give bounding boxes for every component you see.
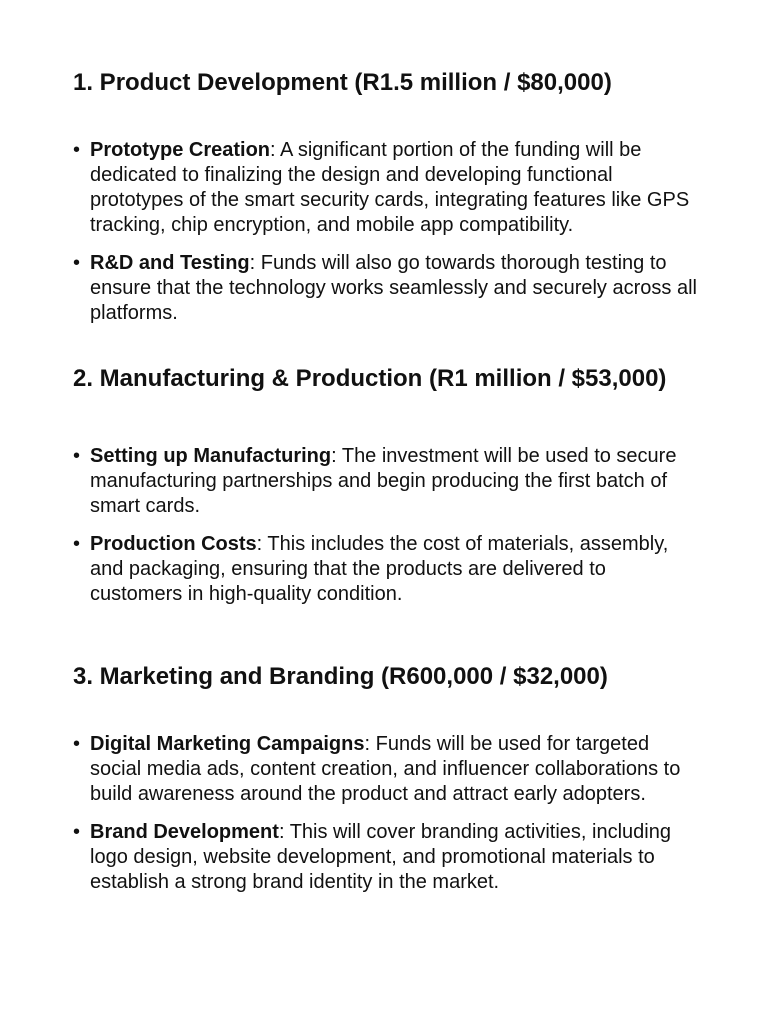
item-term: Digital Marketing Campaigns <box>90 733 365 755</box>
section-heading: 3. Marketing and Branding (R600,000 / $32,000) <box>73 663 608 690</box>
item-text: : A significant portion of the funding will be dedicated to finalizing the design and developing functional prototypes of the smart security cards, integrating features like GPS tracking, chip encryption, and mobile app compatibility. <box>90 139 690 236</box>
item-text: : Funds will be used for targeted social media ads, content creation, and influencer collaborations to build awareness around the product and attract early adopters. <box>90 733 681 805</box>
section-manufacturing-production <box>73 364 698 607</box>
item-term: Brand Development <box>90 821 279 843</box>
item-term: R&D and Testing <box>90 252 250 274</box>
section-heading: 2. Manufacturing & Production (R1 million / $53,000) <box>73 365 667 392</box>
item-text: : Funds will also go towards thorough testing to ensure that the technology works seamlessly and securely across all platforms. <box>90 252 697 324</box>
bullet-list <box>73 138 698 326</box>
list-item <box>73 732 698 807</box>
section-marketing-branding <box>73 662 698 895</box>
item-term: Prototype Creation <box>90 139 271 161</box>
list-item <box>73 820 698 895</box>
item-text: : The investment will be used to secure manufacturing partnerships and begin producing the first batch of smart cards. <box>90 445 677 517</box>
list-item <box>73 138 698 238</box>
item-term: Production Costs <box>90 533 257 555</box>
bullet-list <box>73 732 698 895</box>
bullet-list <box>73 444 698 607</box>
bullet-icon: • <box>73 821 81 843</box>
section-product-development <box>73 68 698 326</box>
item-term: Setting up Manufacturing <box>90 445 332 467</box>
bullet-icon: • <box>73 252 81 274</box>
bullet-icon: • <box>73 533 81 555</box>
list-item <box>73 251 698 326</box>
item-text: : This will cover branding activities, including logo design, website development, and promotional materials to establish a strong brand identity in the market. <box>90 821 671 893</box>
list-item <box>73 444 698 519</box>
list-item <box>73 532 698 607</box>
section-heading: 1. Product Development (R1.5 million / $80,000) <box>73 69 612 96</box>
bullet-icon: • <box>73 733 81 755</box>
bullet-icon: • <box>73 445 81 467</box>
item-text: : This includes the cost of materials, assembly, and packaging, ensuring that the products are delivered to customers in high-quality condition. <box>90 533 669 605</box>
bullet-icon: • <box>73 139 81 161</box>
